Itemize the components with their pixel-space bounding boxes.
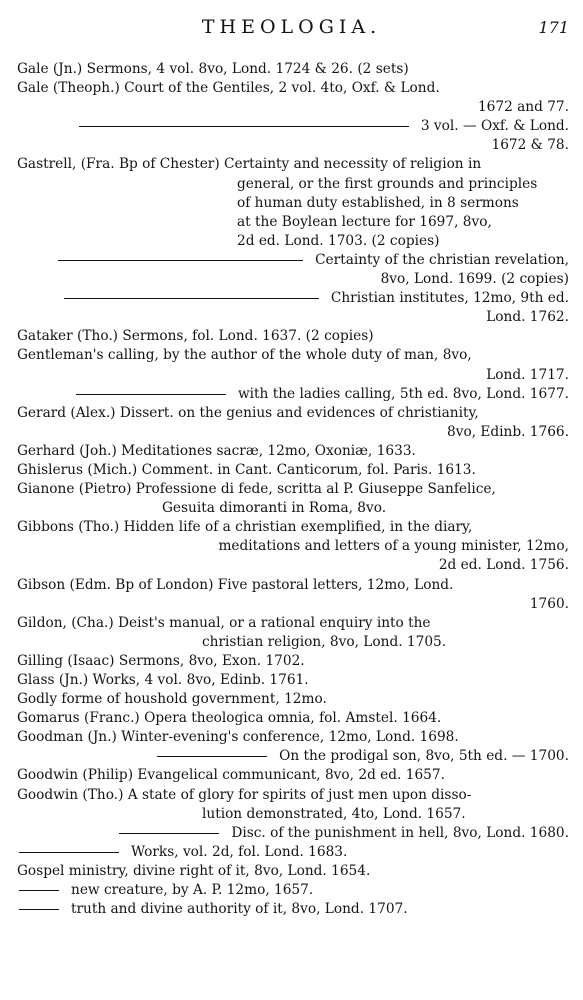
entry-line [17, 385, 569, 404]
entry-line: at the Boylean lecture for 1697, 8vo, [237, 213, 492, 230]
entry-line: Gentleman's calling, by the author of the whole duty of man, 8vo, [17, 347, 472, 364]
entry-line: Gesuita dimoranti in Roma, 8vo. [162, 500, 387, 517]
entry-line: Godly forme of houshold government, 12mo. [17, 691, 327, 708]
entry-line [17, 117, 569, 136]
entry-line: Gilling (Isaac) Sermons, 8vo, Exon. 1702. [17, 652, 305, 669]
entry-line: Goodwin (Tho.) A state of glory for spirits of just men upon disso- [17, 786, 472, 803]
entry-line [17, 843, 569, 862]
entry-line [17, 747, 569, 766]
entry-text: On the prodigal son, 8vo, 5th ed. — 1700. [279, 748, 569, 765]
entry-line: Lond. 1717. [486, 366, 569, 383]
ditto-rule [76, 394, 226, 395]
entry-line: Gibbons (Tho.) Hidden life of a christian exemplified, in the diary, [17, 519, 473, 536]
entry-line: general, or the first grounds and principles [237, 175, 538, 192]
ditto-rule [19, 852, 119, 853]
ditto-rule [58, 260, 303, 261]
entry-line: lution demonstrated, 4to, Lond. 1657. [202, 805, 466, 822]
entry-line [17, 900, 569, 919]
entry-text: Works, vol. 2d, fol. Lond. 1683. [131, 843, 348, 860]
entry-line: Gianone (Pietro) Professione di fede, scritta al P. Giuseppe Sanfelice, [17, 481, 496, 498]
entry-line: Goodman (Jn.) Winter-evening's conference, 12mo, Lond. 1698. [17, 729, 459, 746]
entry-line: Gataker (Tho.) Sermons, fol. Lond. 1637. (2 copies) [17, 328, 374, 345]
entry-line: 1672 and 77. [477, 99, 569, 116]
entry-line: Gastrell, (Fra. Bp of Chester) Certainty and necessity of religion in [17, 156, 482, 173]
entry-line: Goodwin (Philip) Evangelical communicant, 8vo, 2d ed. 1657. [17, 767, 445, 784]
entry-line: Gerhard (Joh.) Meditationes sacræ, 12mo, Oxoniæ, 1633. [17, 442, 416, 459]
entry-line: Gibson (Edm. Bp of London) Five pastoral letters, 12mo, Lond. [17, 576, 454, 593]
entry-line: meditations and letters of a young minister, 12mo, [218, 538, 569, 555]
entry-line: 1672 & 78. [491, 137, 569, 154]
entry-line [17, 881, 569, 900]
entry-text: new creature, by A. P. 12mo, 1657. [71, 882, 314, 899]
entry-line: Gale (Theoph.) Court of the Gentiles, 2 vol. 4to, Oxf. & Lond. [17, 80, 440, 97]
entry-text: Certainty of the christian revelation, [315, 251, 569, 268]
entry-line [17, 289, 569, 308]
entry-line: 2d ed. Lond. 1703. (2 copies) [237, 232, 440, 249]
ditto-rule [64, 298, 319, 299]
entry-line: 8vo, Lond. 1699. (2 copies) [380, 271, 569, 288]
entry-line: Lond. 1762. [486, 309, 569, 326]
entry-line [17, 824, 569, 843]
entry-line: 2d ed. Lond. 1756. [438, 557, 569, 574]
entry-text: truth and divine authority of it, 8vo, Lond. 1707. [71, 901, 408, 918]
catalogue-entries [17, 60, 569, 919]
entry-line: Gomarus (Franc.) Opera theologica omnia, fol. Amstel. 1664. [17, 710, 442, 727]
ditto-rule [79, 126, 409, 127]
entry-text: Disc. of the punishment in hell, 8vo, Lond. 1680. [231, 824, 569, 841]
entry-text: 3 vol. — Oxf. & Lond. [420, 118, 569, 135]
ditto-rule [157, 756, 267, 757]
entry-text: with the ladies calling, 5th ed. 8vo, Lond. 1677. [237, 385, 569, 402]
entry-line: Gildon, (Cha.) Deist's manual, or a rational enquiry into the [17, 614, 431, 631]
page-number: 171 [538, 18, 569, 37]
entry-text: Christian institutes, 12mo, 9th ed. [330, 290, 569, 307]
running-title: THEOLOGIA. [201, 16, 382, 38]
entry-line: christian religion, 8vo, Lond. 1705. [202, 633, 447, 650]
entry-line: Ghislerus (Mich.) Comment. in Cant. Canticorum, fol. Paris. 1613. [17, 461, 476, 478]
entry-line: Glass (Jn.) Works, 4 vol. 8vo, Edinb. 1761. [17, 672, 309, 688]
ditto-rule [119, 833, 219, 834]
entry-line: Gerard (Alex.) Dissert. on the genius and evidences of christianity, [17, 404, 479, 421]
ditto-rule [19, 909, 59, 910]
entry-line: Gale (Jn.) Sermons, 4 vol. 8vo, Lond. 1724 & 26. (2 sets) [17, 61, 409, 77]
ditto-rule [19, 890, 59, 891]
entry-line: 1760. [529, 595, 569, 612]
entry-line: of human duty established, in 8 sermons [237, 194, 519, 211]
entry-line: 8vo, Edinb. 1766. [447, 423, 569, 440]
entry-line: Gospel ministry, divine right of it, 8vo, Lond. 1654. [17, 862, 371, 879]
entry-line [17, 251, 569, 270]
